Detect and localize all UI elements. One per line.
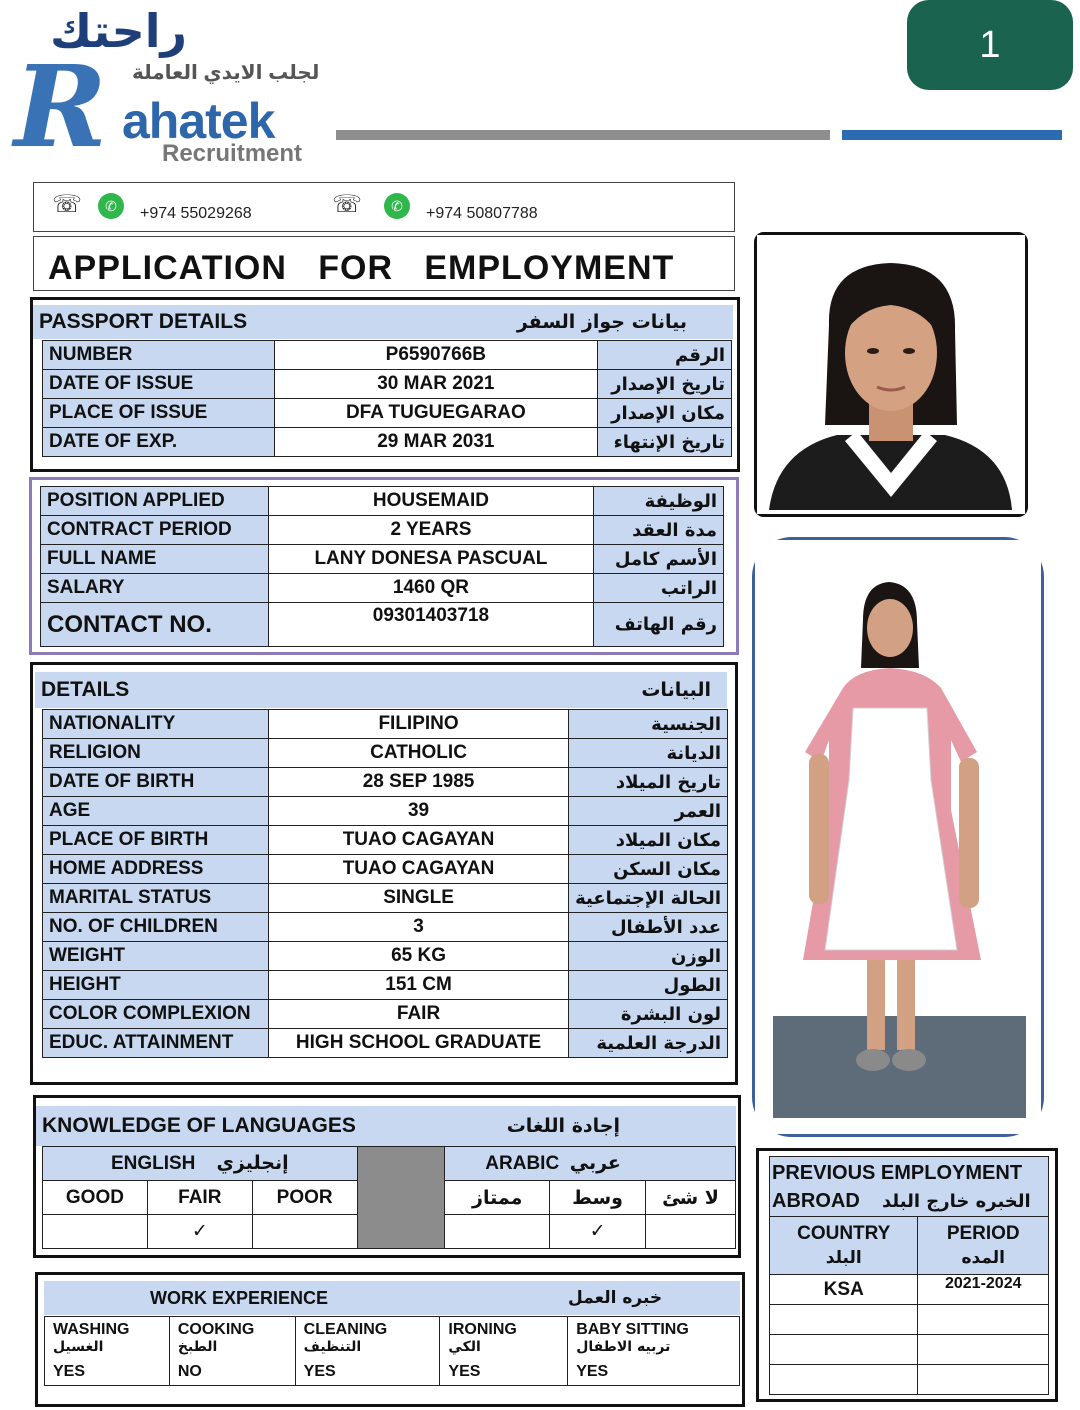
english-header (43, 1147, 358, 1181)
table-row (43, 1147, 736, 1181)
details-label-ar: الدرجة العلمية (569, 1029, 728, 1058)
skill-name-ar: الطبخ (177, 1339, 218, 1355)
abroad-label: ABROAD (772, 1189, 860, 1212)
table-row (41, 574, 724, 603)
passport-label-ar: مكان الإصدار (598, 399, 732, 428)
arabic-level: وسط (550, 1181, 646, 1215)
details-table (42, 709, 728, 1058)
details-label-ar: مكان السكن (569, 855, 728, 884)
details-value: SINGLE (269, 884, 569, 913)
full-body-photo (755, 540, 1041, 1134)
table-row (43, 399, 732, 428)
english-level: GOOD (43, 1181, 148, 1215)
passport-heading (33, 305, 733, 339)
table-row (43, 341, 732, 370)
skill-name: WASHING (53, 1321, 130, 1338)
phone-number-1[interactable]: +974 55029268 (140, 205, 252, 222)
languages-heading-ar: إجادة اللغات (506, 1115, 620, 1137)
table-row (43, 1029, 728, 1058)
country-header (770, 1217, 918, 1275)
details-label: NATIONALITY (43, 710, 269, 739)
contact-bar (33, 182, 735, 232)
logo-subtitle: Recruitment (162, 140, 303, 167)
check-icon: ✓ (550, 1215, 646, 1249)
table-row (43, 710, 728, 739)
skill-cell (440, 1317, 568, 1386)
application-value: 09301403718 (268, 603, 593, 647)
details-heading-en: DETAILS (41, 678, 130, 701)
english-mark (43, 1215, 148, 1249)
work-experience-heading-en: WORK EXPERIENCE (150, 1287, 329, 1308)
passport-heading-en: PASSPORT DETAILS (39, 310, 248, 333)
arabic-header (445, 1147, 736, 1181)
details-label-ar: لون البشرة (569, 1000, 728, 1029)
details-label: PLACE OF BIRTH (43, 826, 269, 855)
table-row (41, 487, 724, 516)
table-row (43, 884, 728, 913)
table-row (43, 942, 728, 971)
details-label: MARITAL STATUS (43, 884, 269, 913)
skill-name-ar: الكي (448, 1339, 481, 1355)
english-label: ENGLISH (110, 1153, 196, 1174)
languages-heading (36, 1106, 736, 1146)
english-level: FAIR (147, 1181, 252, 1215)
phone-number-2[interactable]: +974 50807788 (426, 205, 538, 222)
passport-label: DATE OF ISSUE (43, 370, 275, 399)
arabic-level: ممتاز (445, 1181, 550, 1215)
skill-name-ar: تربيه الاطفال (576, 1339, 671, 1355)
skill-cell (568, 1317, 740, 1386)
skill-value: NO (177, 1363, 202, 1380)
arabic-label-ar: عربي (569, 1152, 621, 1174)
passport-value: DFA TUGUEGARAO (274, 399, 597, 428)
application-label: FULL NAME (41, 545, 269, 574)
period-value (918, 1305, 1049, 1335)
table-row (43, 739, 728, 768)
table-row (43, 428, 732, 457)
full-body-photo-frame (752, 537, 1044, 1137)
details-label: RELIGION (43, 739, 269, 768)
languages-heading-en: KNOWLEDGE OF LANGUAGES (42, 1114, 356, 1137)
work-experience-table (44, 1316, 740, 1386)
details-value: FILIPINO (269, 710, 569, 739)
passport-label: NUMBER (43, 341, 275, 370)
details-value: HIGH SCHOOL GRADUATE (269, 1029, 569, 1058)
table-row (45, 1317, 740, 1386)
skill-value: YES (53, 1363, 86, 1380)
details-label-ar: تاريخ الميلاد (569, 768, 728, 797)
passport-photo-frame (754, 232, 1028, 517)
details-label: HEIGHT (43, 971, 269, 1000)
skill-value: YES (448, 1363, 481, 1380)
check-icon: ✓ (147, 1215, 252, 1249)
passport-label-ar: تاريخ الإنتهاء (598, 428, 732, 457)
period-header (918, 1217, 1049, 1275)
passport-value: 29 MAR 2031 (274, 428, 597, 457)
details-value: 65 KG (269, 942, 569, 971)
details-label-ar: عدد الأطفال (569, 913, 728, 942)
details-label: AGE (43, 797, 269, 826)
application-value: LANY DONESA PASCUAL (268, 545, 593, 574)
details-label-ar: الحالة الإجتماعية (569, 884, 728, 913)
table-row (41, 603, 724, 647)
phone-icon: ☏ (52, 190, 83, 218)
table-row (43, 971, 728, 1000)
passport-label: DATE OF EXP. (43, 428, 275, 457)
details-label: NO. OF CHILDREN (43, 913, 269, 942)
languages-table (42, 1146, 736, 1249)
title-box (33, 236, 735, 291)
country-label-ar: البلد (825, 1247, 862, 1268)
application-label: CONTACT NO. (41, 603, 269, 647)
header-divider-blue (842, 130, 1062, 140)
table-row (41, 516, 724, 545)
details-label-ar: مكان الميلاد (569, 826, 728, 855)
application-value: HOUSEMAID (268, 487, 593, 516)
period-label-ar: المده (961, 1247, 1005, 1268)
application-value: 2 YEARS (268, 516, 593, 545)
application-label: SALARY (41, 574, 269, 603)
work-experience-heading (44, 1281, 740, 1315)
languages-divider (357, 1147, 445, 1249)
skill-cell (169, 1317, 295, 1386)
details-value: TUAO CAGAYAN (269, 826, 569, 855)
logo-letter: R (14, 42, 108, 173)
page-title: APPLICATION FOR EMPLOYMENT (48, 249, 675, 287)
skill-name: CLEANING (303, 1321, 388, 1338)
arabic-mark (646, 1215, 736, 1249)
skill-name-ar: التنظيف (303, 1339, 362, 1355)
application-label: POSITION APPLIED (41, 487, 269, 516)
details-heading (35, 672, 727, 708)
logo-name: ahatek (122, 93, 275, 149)
table-row (770, 1335, 1049, 1365)
details-label-ar: الوزن (569, 942, 728, 971)
country-label: COUNTRY (797, 1223, 891, 1245)
whatsapp-icon: ✆ (384, 193, 410, 219)
details-heading-ar: البيانات (641, 679, 711, 701)
skill-value: YES (576, 1363, 609, 1380)
details-label: DATE OF BIRTH (43, 768, 269, 797)
details-value: 28 SEP 1985 (269, 768, 569, 797)
application-value: 1460 QR (268, 574, 593, 603)
details-label-ar: الجنسية (569, 710, 728, 739)
details-label-ar: العمر (569, 797, 728, 826)
details-value: TUAO CAGAYAN (269, 855, 569, 884)
table-row (770, 1305, 1049, 1335)
skill-cell (295, 1317, 440, 1386)
english-label-ar: إنجليزي (216, 1152, 289, 1174)
table-row (770, 1275, 1049, 1305)
country-value (770, 1305, 918, 1335)
previous-employment-table (769, 1156, 1049, 1395)
skill-value: YES (303, 1363, 336, 1380)
passport-label-ar: تاريخ الإصدار (598, 370, 732, 399)
period-value (918, 1365, 1049, 1395)
skill-cell (45, 1317, 170, 1386)
application-label: CONTRACT PERIOD (41, 516, 269, 545)
passport-value: 30 MAR 2021 (274, 370, 597, 399)
skill-name: IRONING (448, 1321, 517, 1338)
page-number: 1 (979, 23, 1001, 66)
details-value: 3 (269, 913, 569, 942)
passport-label-ar: الرقم (598, 341, 732, 370)
table-row (43, 370, 732, 399)
abroad-label-ar: الخبره خارج البلد (882, 1190, 1031, 1212)
period-label: PERIOD (946, 1223, 1020, 1245)
details-label: COLOR COMPLEXION (43, 1000, 269, 1029)
application-label-ar: الأسم كامل (594, 545, 724, 574)
logo-arabic: راحتك (50, 4, 188, 58)
header-divider-grey (336, 130, 830, 140)
skill-name-ar: الغسيل (53, 1339, 104, 1355)
table-row (770, 1365, 1049, 1395)
arabic-label: ARABIC (485, 1153, 560, 1174)
application-label-ar: رقم الهاتف (594, 603, 724, 647)
previous-employment-heading (770, 1157, 1049, 1217)
table-row (770, 1217, 1049, 1275)
period-value (918, 1335, 1049, 1365)
country-value (770, 1365, 918, 1395)
skill-name: BABY SITTING (576, 1321, 689, 1338)
table-row (43, 855, 728, 884)
period-value: 2021-2024 (918, 1275, 1049, 1305)
details-label: HOME ADDRESS (43, 855, 269, 884)
table-row (41, 545, 724, 574)
work-experience-heading-ar: خبره العمل (568, 1288, 663, 1308)
details-label-ar: الديانة (569, 739, 728, 768)
application-table (40, 486, 724, 647)
details-value: CATHOLIC (269, 739, 569, 768)
passport-heading-ar: بيانات جواز السفر (516, 311, 687, 333)
arabic-level: لا شئ (646, 1181, 736, 1215)
table-row (43, 913, 728, 942)
previous-employment-subtitle (772, 1187, 1046, 1215)
application-label-ar: مدة العقد (594, 516, 724, 545)
details-value: 39 (269, 797, 569, 826)
details-label: WEIGHT (43, 942, 269, 971)
table-row (770, 1157, 1049, 1217)
phone-icon: ☏ (332, 190, 363, 218)
passport-value: P6590766B (274, 341, 597, 370)
details-label-ar: الطول (569, 971, 728, 1000)
arabic-mark (445, 1215, 550, 1249)
application-label-ar: الراتب (594, 574, 724, 603)
english-mark (252, 1215, 357, 1249)
table-row (43, 797, 728, 826)
details-value: 151 CM (269, 971, 569, 1000)
table-row (43, 768, 728, 797)
table-row (43, 1000, 728, 1029)
country-value (770, 1335, 918, 1365)
passport-table (42, 340, 732, 457)
details-label: EDUC. ATTAINMENT (43, 1029, 269, 1058)
application-label-ar: الوظيفة (594, 487, 724, 516)
previous-employment-title: PREVIOUS EMPLOYMENT (772, 1161, 1023, 1184)
table-row (43, 826, 728, 855)
headshot-photo (757, 235, 1025, 514)
passport-label: PLACE OF ISSUE (43, 399, 275, 428)
details-value: FAIR (269, 1000, 569, 1029)
skill-name: COOKING (177, 1321, 255, 1338)
whatsapp-icon: ✆ (98, 193, 124, 219)
logo-arabic-tagline: لجلب الايدي العاملة (132, 62, 320, 84)
page-number-tab (907, 0, 1073, 90)
english-level: POOR (252, 1181, 357, 1215)
country-value: KSA (770, 1275, 918, 1305)
